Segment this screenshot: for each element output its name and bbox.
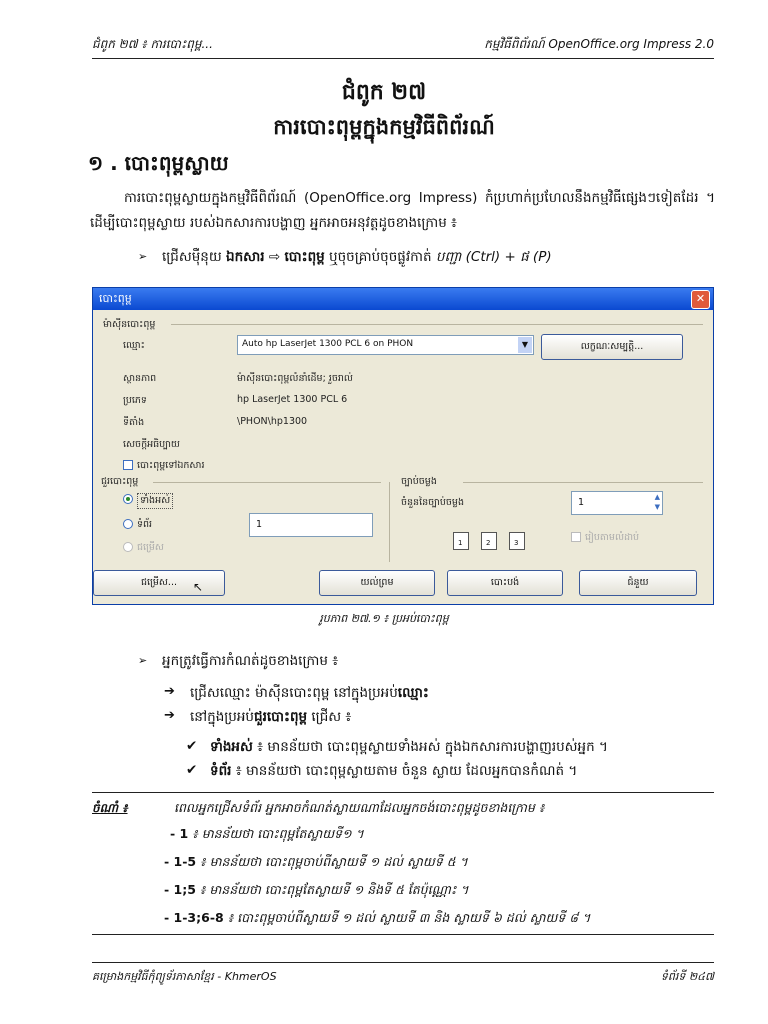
type-label: ប្រភេទ — [123, 395, 147, 406]
selection-label: ជម្រើស — [137, 542, 164, 553]
footer-left: គម្រោងកម្មវិធីកុំព្យូទ័រភាសាខ្មែរ - KhmerOS — [92, 970, 277, 983]
note-key: - 1 — [170, 826, 189, 841]
shortcut-text: បញ្ជា (Ctrl) + ផ (P) — [435, 249, 552, 265]
header-rule — [92, 58, 714, 59]
collate-label: រៀបតាមលំដាប់ — [585, 532, 640, 543]
spin-arrows-icon[interactable]: ▲ ▼ — [654, 493, 660, 511]
note-item — [164, 854, 468, 873]
step-item — [164, 708, 351, 728]
ok-button[interactable]: យល់ព្រម — [319, 570, 435, 596]
printer-name-value: Auto hp LaserJet 1300 PCL 6 on PHON — [242, 339, 414, 349]
right-arrow-icon: ➔ — [164, 708, 175, 723]
note-item — [164, 882, 469, 901]
check-bold: ទាំងអស់ — [210, 739, 253, 755]
dialog-titlebar — [93, 288, 713, 310]
menu-print: បោះពុម្ព — [284, 249, 325, 265]
running-header-left: ជំពូក ២៧ ៖ ការបោះពុម្ព... — [92, 37, 213, 51]
close-icon[interactable]: ✕ — [691, 290, 710, 309]
copy-page-icon: 3 — [509, 532, 525, 550]
step-text: ជ្រើសឈ្មោះ ម៉ាស៊ីនបោះពុម្ព នៅក្នុងប្រអប់ — [190, 685, 398, 701]
comment-label: សេចក្តីអធិប្បាយ — [123, 439, 180, 450]
status-value: ម៉ាស៊ីនបោះពុម្ពលំនាំដើម; រួចរាល់ — [237, 373, 353, 384]
print-to-file-label: បោះពុម្ពទៅឯកសារ — [137, 460, 205, 471]
copies-value: 1 — [578, 497, 585, 508]
checkmark-icon: ✔ — [186, 762, 198, 778]
pages-input[interactable] — [249, 513, 373, 537]
step-tail: ជ្រើស ៖ — [311, 709, 352, 725]
dialog-title: បោះពុម្ព — [99, 292, 132, 305]
properties-button[interactable]: លក្ខណៈសម្បត្តិ... — [541, 334, 683, 360]
copies-group-label: ច្បាប់ចម្លង — [401, 476, 437, 487]
mouse-cursor-icon: ↖ — [193, 580, 204, 594]
print-to-file-checkbox[interactable] — [123, 460, 133, 470]
note-key: - 1;5 — [164, 882, 196, 897]
range-group-label: ជួរបោះពុម្ព — [101, 476, 139, 487]
check-bold: ទំព័រ — [210, 763, 232, 779]
instruction-prefix: ជ្រើសម៉ឺនុយ — [162, 249, 222, 265]
check-text: ៖ មានន័យថា បោះពុម្ពស្លាយតាម ចំនួន ស្លាយ ដែលអ្នកបានកំណត់ ។ — [235, 763, 578, 779]
copies-spinner[interactable] — [571, 491, 663, 515]
note-key: - 1-5 — [164, 854, 197, 869]
note-item — [164, 910, 590, 929]
bullet-arrow-icon: ➢ — [138, 250, 148, 263]
note-item — [170, 826, 364, 845]
copy-page-icon: 1 — [453, 532, 469, 550]
check-text: ៖ មានន័យថា បោះពុម្ពស្លាយទាំងអស់ ក្នុងឯកសារការបង្ហាញរបស់អ្នក ។ — [257, 739, 608, 755]
bullet-intro — [138, 652, 338, 672]
copies-group-line — [463, 482, 703, 483]
printer-group-line — [171, 324, 703, 325]
printer-group-label: ម៉ាស៊ីនបោះពុម្ព — [103, 319, 156, 330]
note-text: ៖ បោះពុម្ពចាប់ពីស្លាយទី ១ ដល់ ស្លាយទី ៣ និង ស្លាយទី ៦ ដល់ ស្លាយទី ៨ ។ — [227, 910, 591, 925]
copy-page-icon: 2 — [481, 532, 497, 550]
bullet-intro-text: អ្នកត្រូវធ្វើការកំណត់ដូចខាងក្រោម ៖ — [162, 653, 339, 669]
all-radio[interactable] — [123, 494, 133, 504]
instruction-line — [138, 248, 718, 268]
check-item — [186, 738, 608, 758]
note-text: ៖ មានន័យថា បោះពុម្ពតែស្លាយទី១ ។ — [192, 826, 364, 841]
menu-file: ឯកសារ — [226, 249, 265, 265]
note-label: ចំណាំ ៖ — [92, 801, 128, 815]
pages-radio[interactable] — [123, 519, 133, 529]
location-label: ទីតាំង — [123, 417, 145, 428]
help-button[interactable]: ជំនួយ — [579, 570, 697, 596]
selection-radio[interactable] — [123, 542, 133, 552]
step-bold: ឈ្មោះ — [397, 685, 429, 701]
bullet-arrow-icon: ➢ — [138, 654, 148, 667]
checkmark-icon: ✔ — [186, 738, 198, 754]
check-item — [186, 762, 577, 782]
name-label: ឈ្មោះ — [123, 340, 145, 351]
chapter-subtitle: ការបោះពុម្ពក្នុងកម្មវិធីពិព័រណ៍ — [273, 115, 495, 139]
group-divider — [389, 482, 390, 562]
note-intro: ពេលអ្នកជ្រើសទំព័រ អ្នកអាចកំណត់ស្លាយណាដែលអ្នកចង់បោះពុម្ពដូចខាងក្រោម ៖ — [174, 800, 545, 815]
instruction-mid: ឬចុចគ្រាប់ចុចផ្លូវកាត់ — [329, 249, 432, 265]
note-bottom-rule — [92, 934, 714, 935]
print-dialog — [92, 287, 714, 605]
note-text: ៖ មានន័យថា បោះពុម្ពចាប់ពីស្លាយទី ១ ដល់ ស្លាយទី ៥ ។ — [200, 854, 468, 869]
options-button[interactable]: ជម្រើស... — [93, 570, 225, 596]
copies-label: ចំនួននៃច្បាប់ចម្លង — [401, 497, 464, 508]
step-text: នៅក្នុងប្រអប់ — [190, 709, 255, 725]
printer-name-select[interactable] — [237, 335, 534, 355]
collate-checkbox[interactable] — [571, 532, 581, 542]
note-text: ៖ មានន័យថា បោះពុម្ពតែស្លាយទី ១ និងទី ៥ តែប៉ុណ្ណោះ ។ — [199, 882, 469, 897]
pages-input-value: 1 — [256, 519, 263, 530]
cancel-button[interactable]: បោះបង់ — [447, 570, 563, 596]
all-label: ទាំងអស់ — [137, 493, 173, 509]
chevron-down-icon[interactable]: ▼ — [518, 337, 532, 353]
figure-caption: រូបភាព ២៧.១ ៖ ប្រអប់បោះពុម្ព — [319, 612, 449, 625]
footer-rule — [92, 962, 714, 963]
pages-label: ទំព័រ — [137, 519, 153, 530]
section-heading: ១ . បោះពុម្ពស្លាយ — [88, 151, 229, 175]
intro-paragraph: ការបោះពុម្ពស្លាយក្នុងកម្មវិធីពិព័រណ៍ (OpenOffice.org Impress) កំប្រហាក់ប្រហែលនឹងកម្មវិធីផ្សេងៗទៀតដែរ ។ ដើម្បីបោះពុម្ពស្លាយ របស់ឯកសារការបង្ហាញ អ្នកអាចអនុវត្តដូចខាងក្រោម ៖ — [90, 190, 715, 231]
type-value: hp LaserJet 1300 PCL 6 — [237, 394, 348, 405]
running-header-right: កម្មវិធីពិព័រណ៍ OpenOffice.org Impress 2.0 — [484, 37, 714, 51]
step-item — [164, 684, 429, 704]
step-bold: ជួរបោះពុម្ព — [254, 709, 308, 725]
note-top-rule — [92, 792, 714, 793]
menu-arrow-icon: ⇨ — [268, 249, 281, 265]
footer-page-number: ទំព័រទី ២៤៧ — [660, 970, 714, 983]
chapter-title: ជំពូក ២៧ — [341, 80, 427, 105]
status-label: ស្ថានភាព — [123, 373, 157, 384]
location-value: \PHON\hp1300 — [237, 416, 308, 427]
note-key: - 1-3;6-8 — [164, 910, 224, 925]
right-arrow-icon: ➔ — [164, 684, 175, 699]
range-group-line — [153, 482, 381, 483]
